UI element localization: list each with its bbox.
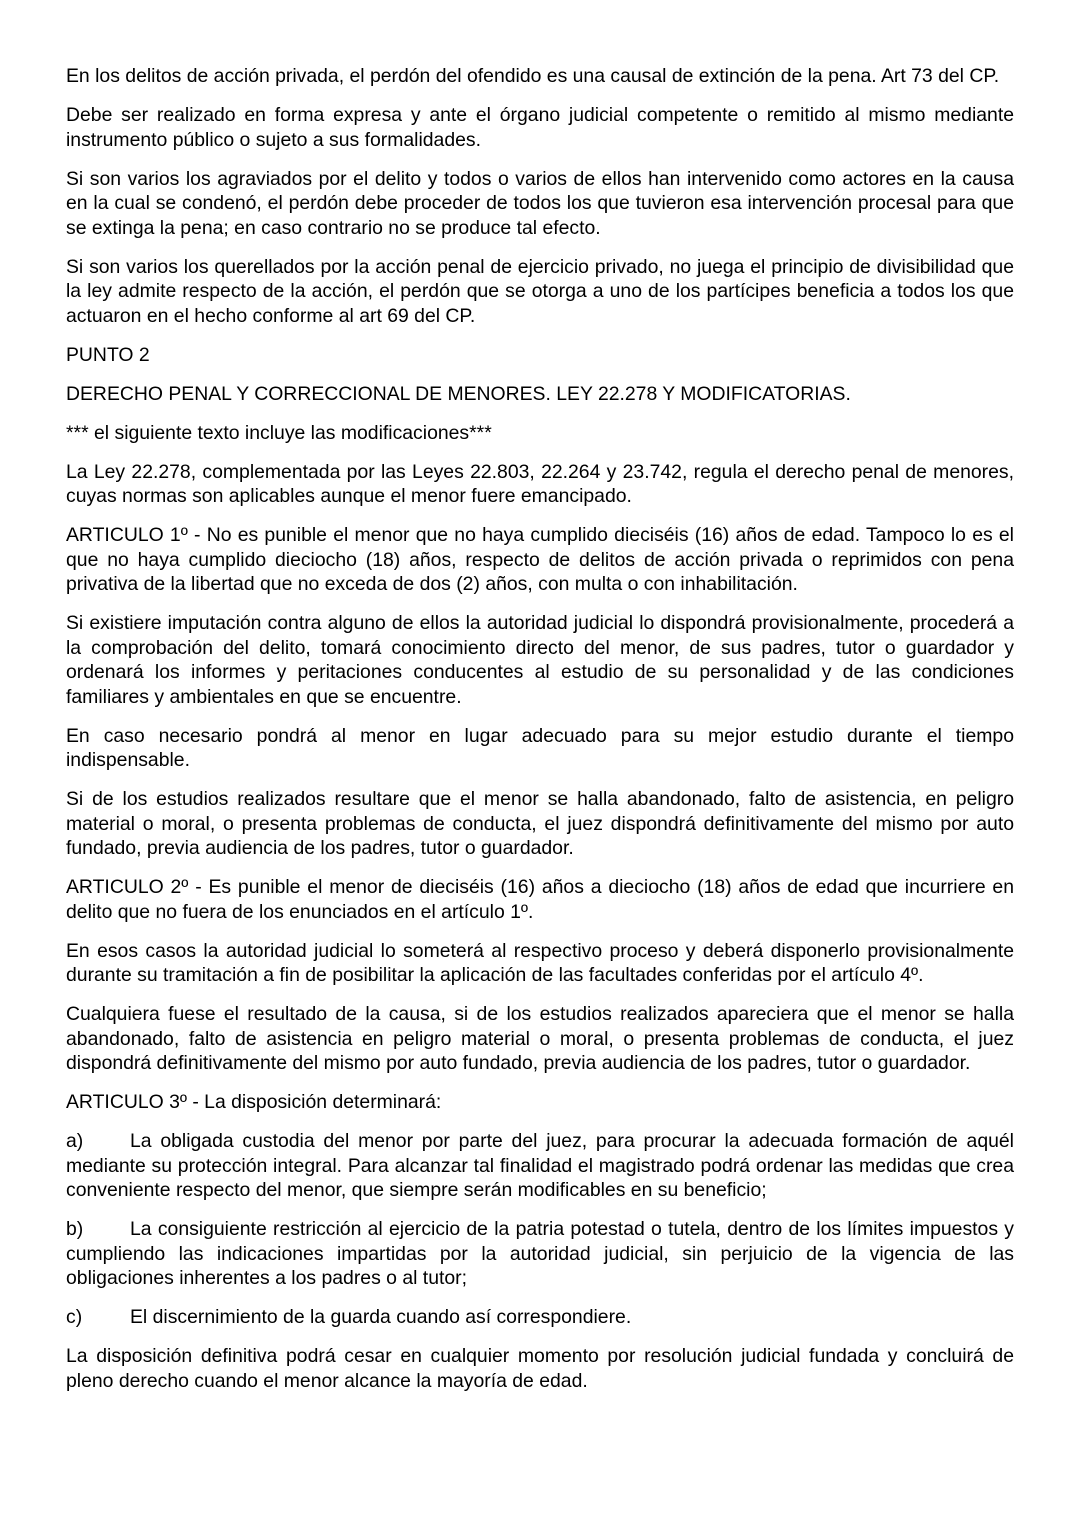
paragraph-resultado-causa: Cualquiera fuese el resultado de la causa, si de los estudios realizados apareciera que el menor se halla abandonado, falto de asistencia en peligro material o moral, o presenta problemas de conducta, el juez dispondrá definitivamente del mismo por auto fundado, previa audiencia de los padres, tutor o guardador.: [66, 1003, 1014, 1074]
list-marker: c): [66, 1306, 83, 1328]
list-item-text: El discernimiento de la guarda cuando así correspondiere.: [130, 1306, 632, 1328]
paragraph-proceso: En esos casos la autoridad judicial lo someterá al respectivo proceso y deberá disponerlo provisionalmente durante su tramitación a fin de posibilitar la aplicación de las facultades conferidas por el artículo 4º.: [66, 939, 1014, 986]
list-item-a: [66, 1129, 1014, 1203]
paragraph-varios-querellados: Si son varios los querellados por la acción penal de ejercicio privado, no juega el principio de divisibilidad que la ley admite respecto de la acción, el perdón que se otorga a uno de los partícipes beneficia a todos los que actuaron en el hecho conforme al art 69 del CP.: [66, 255, 1014, 327]
paragraph-forma-expresa: Debe ser realizado en forma expresa y ante el órgano judicial competente o remitido al mismo mediante instrumento público o sujeto a sus formalidades.: [66, 104, 1014, 151]
paragraph-ley-22278: La Ley 22.278, complementada por las Leyes 22.803, 22.264 y 23.742, regula el derecho penal de menores, cuyas normas son aplicables aunque el menor fuere emancipado.: [66, 460, 1014, 507]
paragraph-estudios-realizados: Si de los estudios realizados resultare que el menor se halla abandonado, falto de asistencia, en peligro material o moral, o presenta problemas de conducta, el juez dispondrá definitivamente del mismo por auto fundado, previa audiencia de los padres, tutor o guardador.: [66, 788, 1014, 859]
note-modificaciones: *** el siguiente texto incluye las modificaciones***: [66, 421, 492, 444]
paragraph-imputacion: Si existiere imputación contra alguno de ellos la autoridad judicial lo dispondrá provisionalmente, procederá a la comprobación del delito, tomará conocimiento directo del menor, de sus padres, tutor o guardador y ordenará los informes y peritaciones conducentes al estudio de su personalidad y de las condiciones familiares y ambientales en que se encuentre.: [66, 612, 1014, 708]
list-marker: b): [66, 1218, 84, 1240]
paragraph-articulo-3: ARTICULO 3º - La disposición determinará:: [66, 1091, 442, 1113]
list-item-b: [66, 1217, 1014, 1291]
paragraph-articulo-2: ARTICULO 2º - Es punible el menor de dieciséis (16) años a dieciocho (18) años de edad que incurriere en delito que no fuera de los enunciados en el artículo 1º.: [66, 876, 1014, 923]
paragraph-caso-necesario: En caso necesario pondrá al menor en lugar adecuado para su mejor estudio durante el tiempo indispensable.: [66, 724, 1014, 771]
list-item-text: La obligada custodia del menor por parte del juez, para procurar la adecuada formación de aquél mediante su protección integral. Para alcanzar tal finalidad el magistrado podrá ordenar las medidas que crea conveniente respecto del menor, que siempre serán modificables en su beneficio;: [66, 1130, 1014, 1201]
paragraph-disposicion-definitiva: La disposición definitiva podrá cesar en cualquier momento por resolución judicial fundada y concluirá de pleno derecho cuando el menor alcance la mayoría de edad.: [66, 1345, 1014, 1392]
list-item-c: [66, 1305, 1014, 1330]
document-page: [66, 64, 1014, 1408]
section-title-derecho-penal-menores: DERECHO PENAL Y CORRECCIONAL DE MENORES. LEY 22.278 Y MODIFICATORIAS.: [66, 382, 851, 405]
section-heading-punto-2: PUNTO 2: [66, 343, 150, 366]
paragraph-articulo-1: ARTICULO 1º - No es punible el menor que no haya cumplido dieciséis (16) años de edad. Tampoco lo es el que no haya cumplido dieciocho (18) años, respecto de delitos de acción privada o reprimidos con pena privativa de la libertad que no exceda de dos (2) años, con multa o con inhabilitación.: [66, 524, 1014, 595]
paragraph-varios-agraviados: Si son varios los agraviados por el delito y todos o varios de ellos han intervenido como actores en la causa en la cual se condenó, el perdón debe proceder de todos los que tuvieron esa intervención procesal para que se extinga la pena; en caso contrario no se produce tal efecto.: [66, 167, 1014, 239]
list-marker: a): [66, 1130, 84, 1152]
paragraph-perdon-ofendido: En los delitos de acción privada, el perdón del ofendido es una causal de extinción de la pena. Art 73 del CP.: [66, 65, 1000, 87]
list-item-text: La consiguiente restricción al ejercicio de la patria potestad o tutela, dentro de los límites impuestos y cumpliendo las indicaciones impartidas por la autoridad judicial, sin perjuicio de la vigencia de las obligaciones inherentes a los padres o al tutor;: [66, 1218, 1014, 1289]
